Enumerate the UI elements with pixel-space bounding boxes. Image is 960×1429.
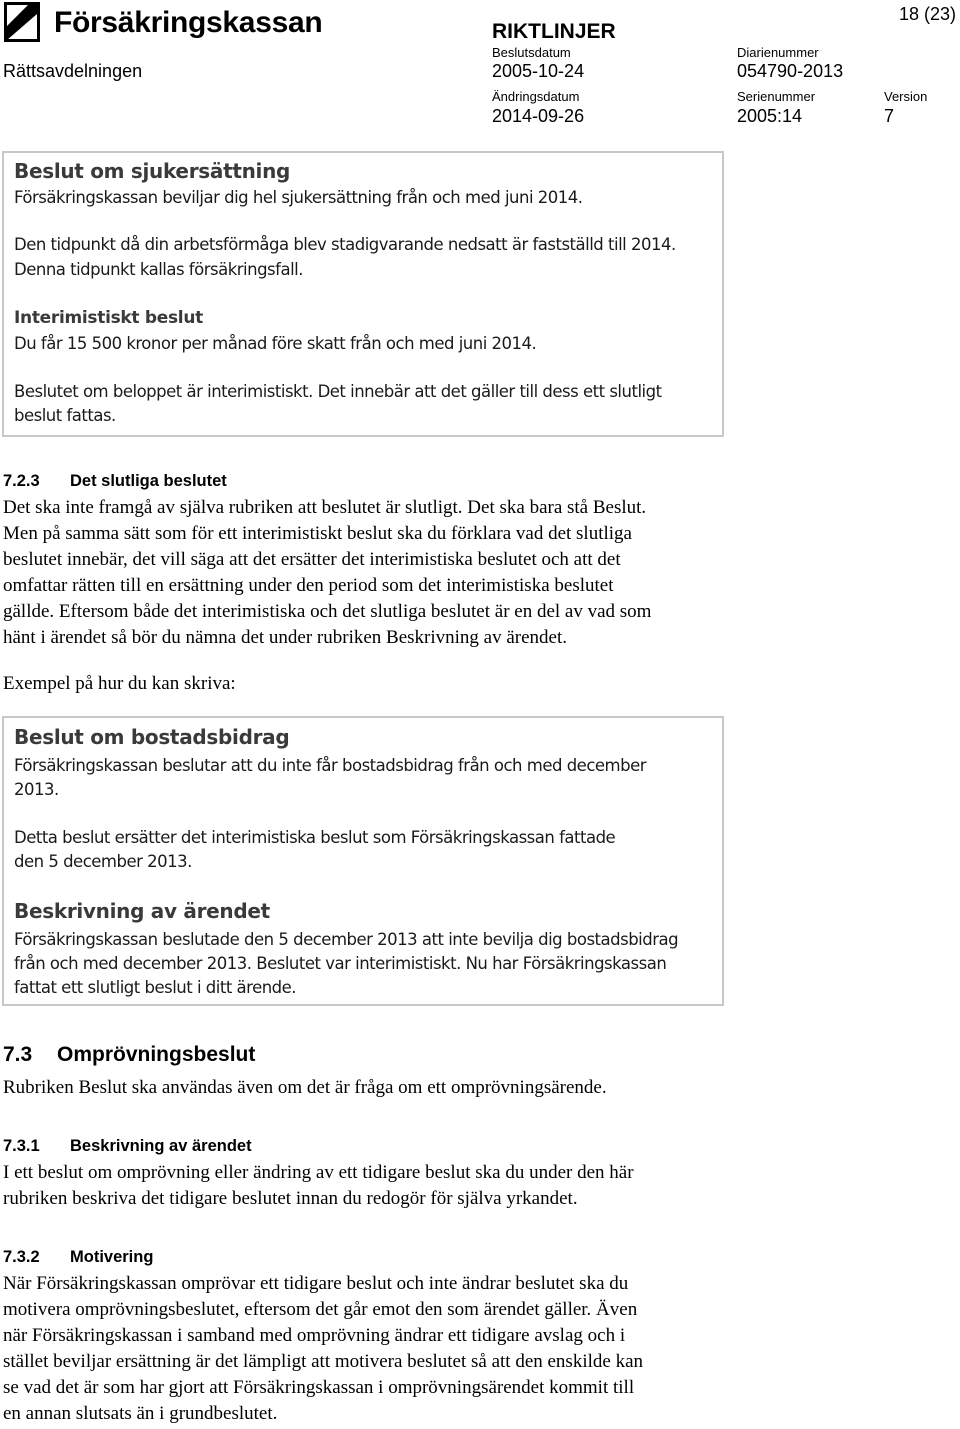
paragraph-line: motivera omprövningsbeslutet, eftersom det går emot den som ärendet gäller. Även [3,1299,638,1320]
example-text: Försäkringskassan beslutar att du inte får bostadsbidrag från och med december [14,756,647,775]
paragraph-line: en annan slutsats än i grundbeslutet. [3,1403,278,1424]
serial-number-label: Serienummer [737,89,816,104]
example-text: Den tidpunkt då din arbetsförmåga blev stadigvarande nedsatt är fastställd till 2014. [14,235,676,254]
serial-number-value: 2005:14 [737,106,803,126]
paragraph-line: beslutet innebär, det vill säga att det ersätter det interimistiska beslutet och att det [3,549,621,570]
version-label: Version [884,89,928,104]
example-subheading: Beskrivning av ärendet [14,899,270,923]
example-text: den 5 december 2013. [14,852,192,871]
department: Rättsavdelningen [3,61,143,81]
page-number: 18 (23) [898,4,956,24]
example-text: Du får 15 500 kronor per månad före skatt från och med juni 2014. [14,334,537,353]
example-text: Försäkringskassan beviljar dig hel sjukersättning från och med juni 2014. [14,188,583,207]
paragraph-line: omfattar rätten till en ersättning under den period som det interimistiska beslutet [3,575,614,596]
example-text: beslut fattas. [14,406,116,425]
logo-icon [4,2,40,42]
example-text: Detta beslut ersätter det interimistiska beslut som Försäkringskassan fattade [14,828,616,847]
paragraph-line: rubriken beskriva det tidigare beslutet innan du redogör för själva yrkandet. [3,1188,578,1209]
example-box-housing-allowance [2,716,724,1006]
example-subheading: Interimistiskt beslut [14,308,203,328]
paragraph-line: stället beviljar ersättning är det lämpligt att motivera beslutet så att den enskilde kan [3,1351,643,1372]
section-title: Omprövningsbeslut [57,1043,256,1066]
example-text: från och med december 2013. Beslutet var interimistiskt. Nu har Försäkringskassan [14,954,667,973]
paragraph-line: gällde. Eftersom både det interimistiska och det slutliga beslutet är en del av vad som [3,601,652,622]
version-value: 7 [884,106,895,126]
example-text: Försäkringskassan beslutade den 5 december 2013 att inte bevilja dig bostadsbidrag [14,930,679,949]
example-box-sickness-compensation [2,151,724,437]
paragraph-line: se vad det är som har gjort att Försäkringskassan i omprövningsärendet kommit till [3,1377,635,1398]
decision-date-value: 2005-10-24 [492,61,585,81]
section-title: Motivering [70,1248,154,1266]
change-date-label: Ändringsdatum [492,89,580,104]
document-type: RIKTLINJER [492,20,616,43]
reference-number-label: Diarienummer [737,45,819,60]
section-number: 7.3 [3,1043,33,1066]
decision-date-label: Beslutsdatum [492,45,571,60]
example-heading: Beslut om bostadsbidrag [14,725,290,749]
example-heading: Beslut om sjukersättning [14,159,291,183]
paragraph-line: När Försäkringskassan omprövar ett tidigare beslut och inte ändrar beslutet ska du [3,1273,629,1294]
example-text: fattat ett slutligt beslut i ditt ärende. [14,978,297,997]
section-number: 7.2.3 [3,472,40,490]
example-text: Beslutet om beloppet är interimistiskt. Det innebär att det gäller till dess ett slutligt [14,382,662,401]
paragraph-line: I ett beslut om omprövning eller ändring av ett tidigare beslut ska du under den här [3,1162,634,1183]
paragraph-line: Rubriken Beslut ska användas även om det är fråga om ett omprövningsärende. [3,1077,607,1098]
reference-number-value: 054790-2013 [737,61,844,81]
example-intro: Exempel på hur du kan skriva: [3,673,236,694]
change-date-value: 2014-09-26 [492,106,585,126]
paragraph-line: när Försäkringskassan i samband med omprövning ändrar ett tidigare avslag och i [3,1325,626,1346]
example-text: Denna tidpunkt kallas försäkringsfall. [14,260,303,279]
section-number: 7.3.2 [3,1248,40,1266]
paragraph-line: Men på samma sätt som för ett interimistiskt beslut ska du förklara vad det slutliga [3,523,632,544]
logo-text: Försäkringskassan [54,6,323,39]
section-title: Beskrivning av ärendet [70,1137,252,1155]
example-text: 2013. [14,780,59,799]
paragraph-line: hänt i ärendet så bör du nämna det under rubriken Beskrivning av ärendet. [3,627,568,648]
section-number: 7.3.1 [3,1137,40,1155]
paragraph-line: Det ska inte framgå av själva rubriken att beslutet är slutligt. Det ska bara stå Beslut. [3,497,647,518]
section-title: Det slutliga beslutet [70,472,227,490]
